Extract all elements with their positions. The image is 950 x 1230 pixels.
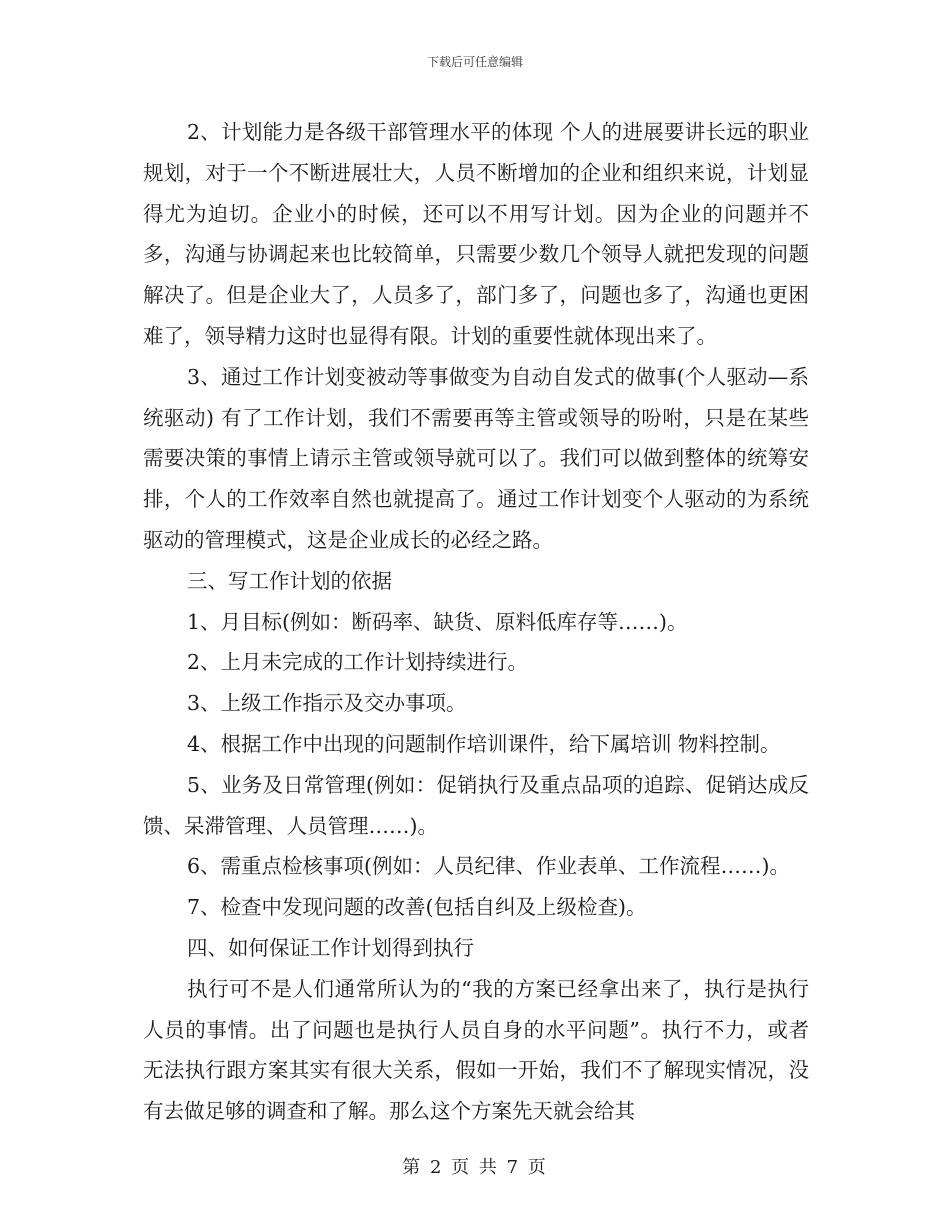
paragraph-planning-ability: 2、计划能力是各级干部管理水平的体现 个人的进展要讲长远的职业规划，对于一个不断进展壮大，人员不断增加的企业和组织来说，计划显得尤为迫切。企业小的时候，还可以不用写计划。因为企业的问题并不多，沟通与协调起来也比较简单，只需要少数几个领导人就把发现的问题解决了。但是企业大了，人员多了，部门多了，问题也多了，沟通也更困难了，领导精力这时也显得有限。计划的重要性就体现出来了。 bbox=[143, 120, 809, 348]
paragraph-execution: 执行可不是人们通常所认为的“我的方案已经拿出来了，执行是执行人员的事情。出了问题也是执行人员自身的水平问题”。执行不力，或者无法执行跟方案其实有很大关系，假如一开始，我们不了解现实情况，没有去做足够的调查和了解。那么这个方案先天就会给其 bbox=[143, 976, 809, 1124]
list-item-4: 4、根据工作中出现的问题制作培训课件，给下属培训 物料控制。 bbox=[187, 731, 781, 756]
list-item-1: 1、月目标(例如：断码率、缺货、原料低库存等……)。 bbox=[187, 609, 688, 634]
list-item-7: 7、检查中发现问题的改善(包括自纠及上级检查)。 bbox=[187, 895, 647, 920]
list-item-5: 5、业务及日常管理(例如：促销执行及重点品项的追踪、促销达成反馈、呆滞管理、人员管理……)。 bbox=[143, 772, 809, 838]
list-item-3: 3、上级工作指示及交办事项。 bbox=[187, 691, 467, 716]
section-heading-basis: 三、写工作计划的依据 bbox=[187, 568, 392, 593]
list-item-6: 6、需重点检核事项(例如：人员纪律、作业表单、工作流程……)。 bbox=[187, 854, 791, 879]
document-body bbox=[143, 112, 809, 1132]
page-footer: 第 2 页 共 7 页 bbox=[402, 1157, 548, 1178]
list-item-2: 2、上月未完成的工作计划持续进行。 bbox=[187, 650, 529, 675]
page-header: 下载后可任意编辑 bbox=[426, 55, 523, 69]
paragraph-work-plan-drive: 3、通过工作计划变被动等事做变为自动自发式的做事(个人驱动—系统驱动) 有了工作计划，我们不需要再等主管或领导的吩咐，只是在某些需要决策的事情上请示主管或领导就可以了。我们可以做到整体的统筹安排，个人的工作效率自然也就提高了。通过工作计划变个人驱动的为系统驱动的管理模式，这是企业成长的必经之路。 bbox=[143, 364, 809, 552]
section-heading-execution: 四、如何保证工作计划得到执行 bbox=[187, 935, 474, 960]
